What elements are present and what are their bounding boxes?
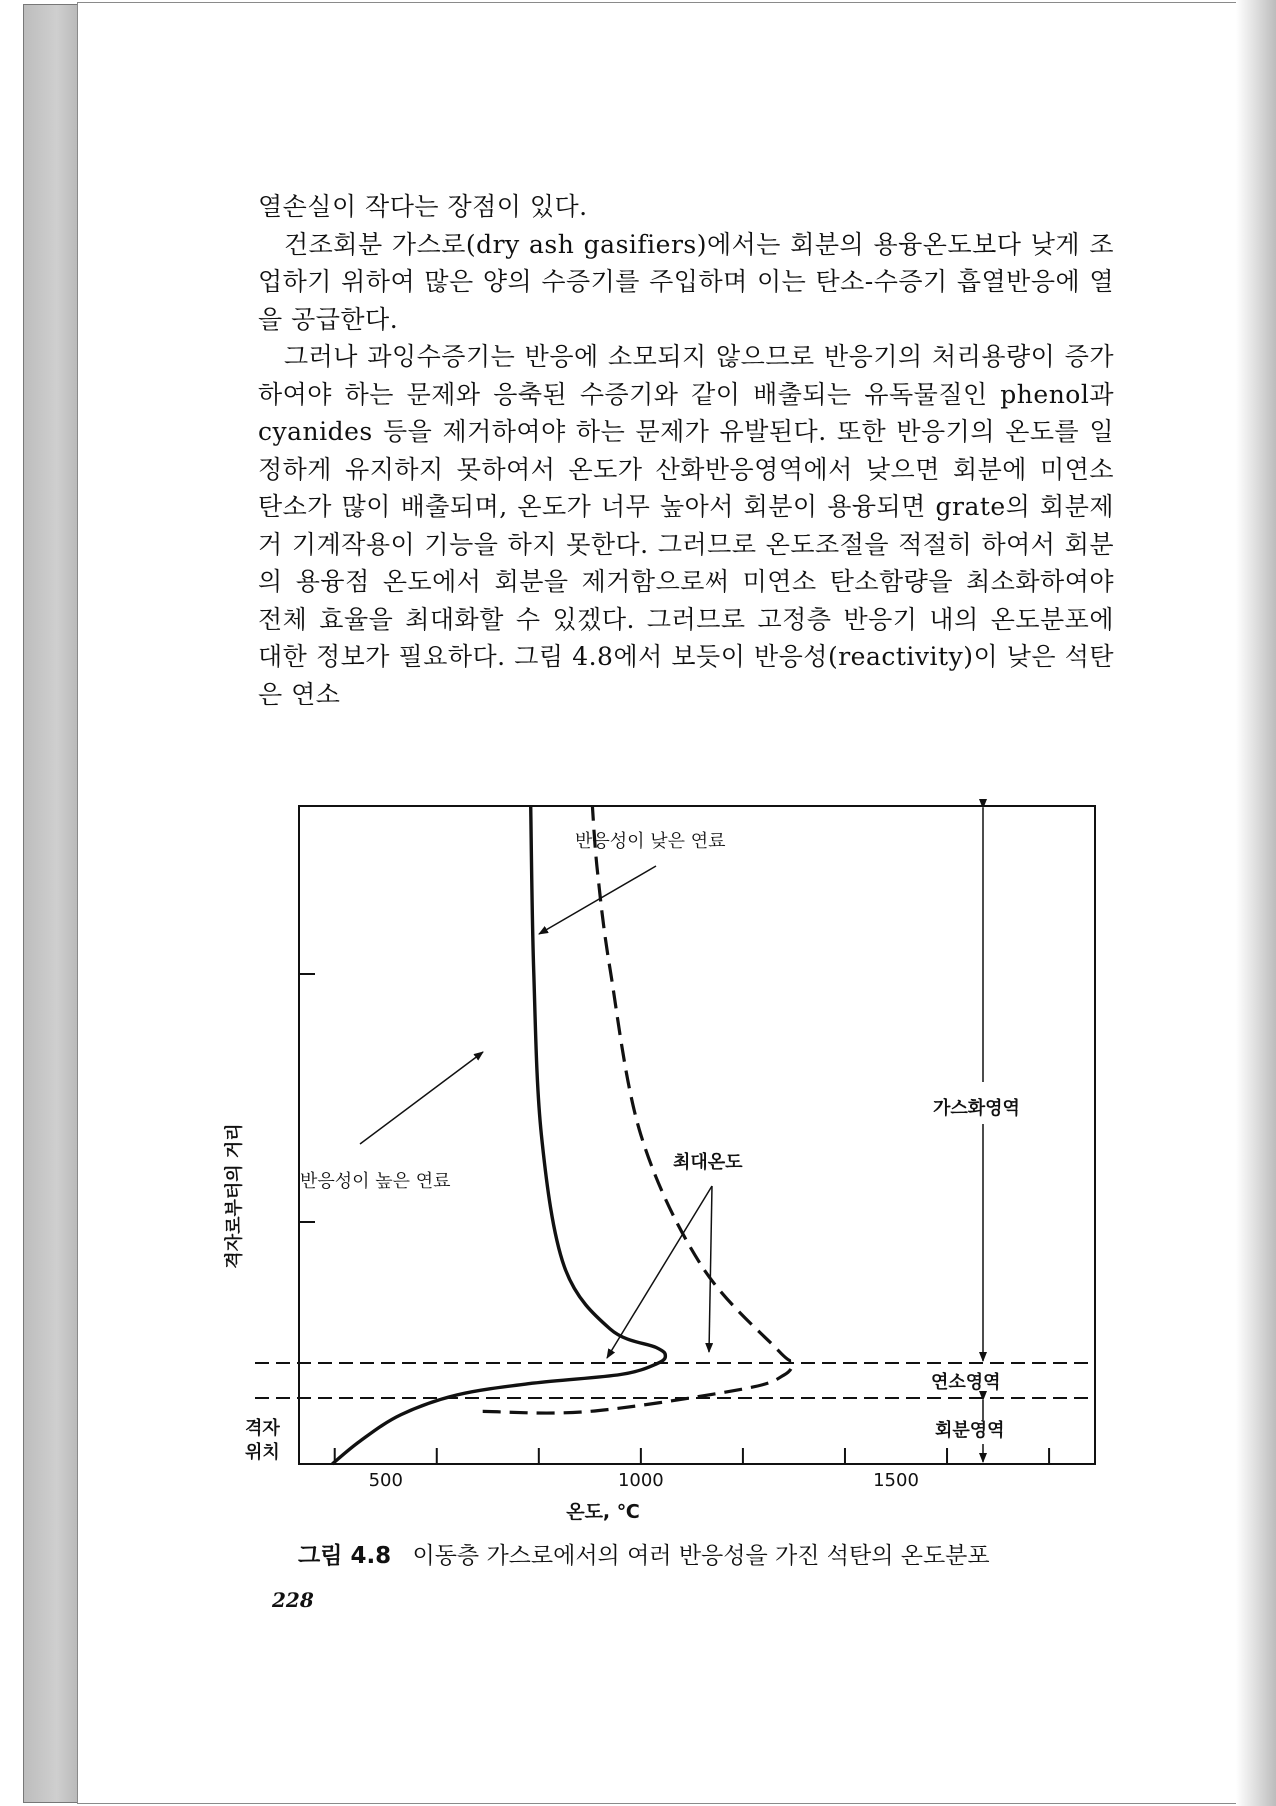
label-max-temperature: 최대온도: [673, 1152, 743, 1173]
caption-figure-number: 그림 4.8: [298, 1543, 392, 1569]
paragraph-1: 열손실이 작다는 장점이 있다.: [258, 192, 588, 221]
low-reactivity-pointer: [539, 866, 656, 934]
max-temp-pointer-low: [709, 1186, 712, 1352]
label-ash-zone: 회분영역: [935, 1420, 1005, 1441]
series-high-reactivity-line: [332, 806, 665, 1464]
page-edge-shadow: [1236, 0, 1276, 1806]
plot-frame: [299, 806, 1095, 1464]
caption-text: 이동층 가스로에서의 여러 반응성을 가진 석탄의 온도분포: [412, 1543, 990, 1569]
x-axis-label: 온도, ℃: [566, 1501, 640, 1523]
page-number: 228: [272, 1588, 314, 1612]
label-grate-position-line1: 격자: [245, 1418, 280, 1439]
y-axis-label: 격자로부터의 거리: [224, 1123, 245, 1269]
paragraph-3: 그러나 과잉수증기는 반응에 소모되지 않으므로 반응기의 처리용량이 증가하여야 하는 문제와 응축된 수증기와 같이 배출되는 유독물질인 phenol과 cyanides 등을 제거하여야 하는 문제가 유발된다. 또한 반응기의 온도를 일정하게 유지하지 못하여서 온도가 산화반응영역에서 낮으면 회분에 미연소 탄소가 많이 배출되며, 온도가 너무 높아서 회분이 용융되면 grate의 회분제거 기계작용이 기능을 하지 못한다. 그러므로 온도조절을 적절히 하여서 회분의 용융점 온도에서 회분을 제거함으로써 미연소 탄소함량을 최소화하여야 전체 효율을 최대화할 수 있겠다. 그러므로 고정층 반응기 내의 온도분포에 대한 정보가 필요하다. 그림 4.8에서 보듯이 반응성(reactivity)이 낮은 석탄은 연소: [258, 342, 1114, 709]
annotation-arrows: [360, 866, 712, 1358]
label-combustion-zone: 연소영역: [931, 1372, 1001, 1393]
series-low-reactivity-line: [483, 806, 792, 1413]
x-tick-label: 1500: [873, 1470, 919, 1491]
label-gasification-zone: 가스화영역: [933, 1098, 1020, 1119]
body-text: [258, 188, 1114, 713]
max-temp-pointer-high: [607, 1186, 712, 1358]
x-tick-label: 500: [368, 1470, 403, 1491]
label-grate-position-line2: 위치: [245, 1442, 280, 1463]
temperature-profile-chart: [224, 796, 1115, 1536]
x-tick-label: 1000: [617, 1470, 664, 1491]
book-spine: [23, 4, 80, 1803]
figure-caption: [298, 1537, 990, 1570]
label-low-reactivity: 반응성이 낮은 연료: [575, 831, 726, 852]
label-high-reactivity: 반응성이 높은 연료: [300, 1171, 451, 1192]
paragraph-2: 건조회분 가스로(dry ash gasifiers)에서는 회분의 용융온도보다 낮게 조업하기 위하여 많은 양의 수증기를 주입하며 이는 탄소-수증기 흡열반응에 열을 공급한다.: [258, 229, 1114, 334]
figure-4-8: [224, 796, 1115, 1576]
high-reactivity-pointer: [360, 1052, 483, 1144]
